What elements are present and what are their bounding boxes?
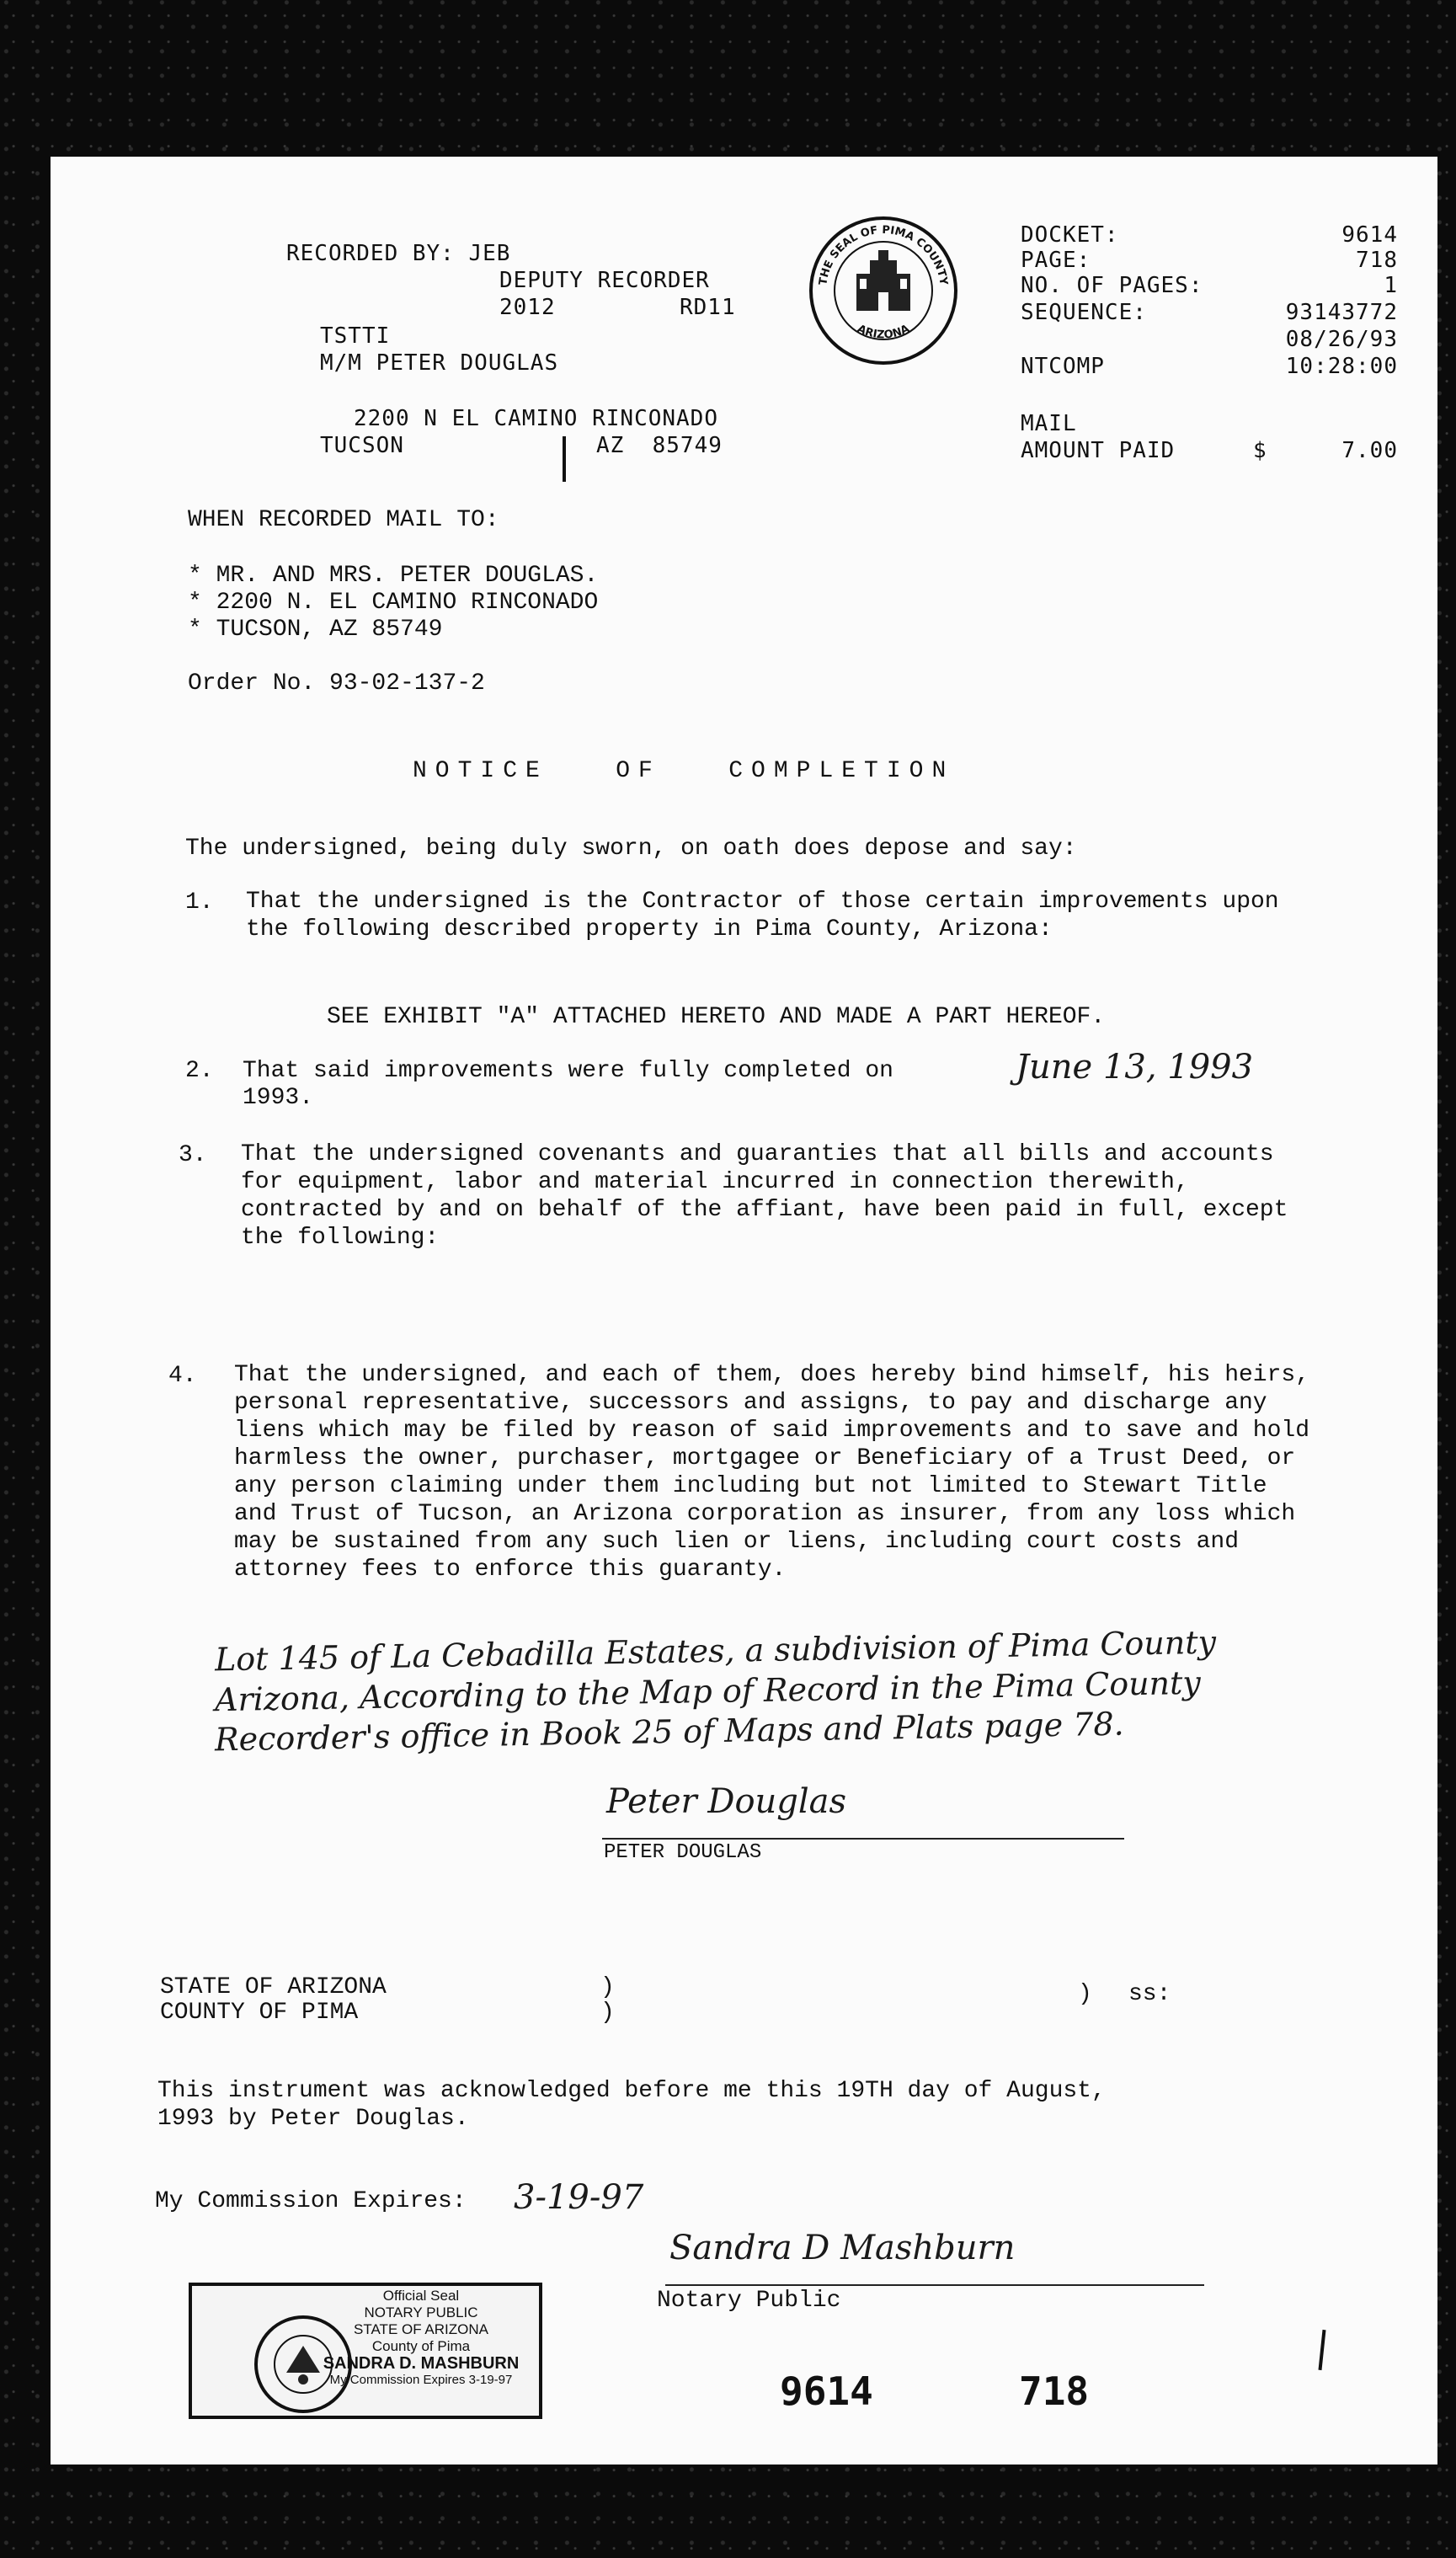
commission-date-handwritten: 3-19-97: [514, 2178, 644, 2217]
margin-mark: [1319, 2330, 1326, 2370]
legal-description-line-1: Lot 145 of La Cebadilla Estates, a subdivision of Pima County: [214, 1623, 1217, 1679]
amount-value: 7.00: [1341, 438, 1398, 463]
deputy-recorder: DEPUTY RECORDER: [499, 268, 710, 293]
mail-to-line-3: * TUCSON, AZ 85749: [188, 617, 443, 643]
completion-date-handwritten: June 13, 1993: [1016, 1048, 1254, 1087]
sequence-label: SEQUENCE:: [1021, 300, 1147, 325]
legal-description-line-2: Arizona, According to the Map of Record in the Pima County: [214, 1664, 1202, 1719]
item-2-number: 2.: [185, 1058, 214, 1084]
document-page: [51, 157, 1437, 2465]
grantee-name: M/M PETER DOUGLAS: [320, 350, 559, 376]
footer-docket: 9614: [780, 2368, 873, 2414]
stamp-name: SANDRA D. MASHBURN: [323, 2354, 520, 2373]
commission-label: My Commission Expires:: [155, 2188, 467, 2214]
item-4-text: That the undersigned, and each of them, does hereby bind himself, his heirs, personal representative, successors and assigns, to pay and discharge any liens which may be filed by reason of said improvements and to save and hold harmless the owner, purchaser, mortgagee or Beneficiary of a Trust Deed, or any person claiming under them including but not limited to Stewart Title and Trust of Tucson, an Arizona corporation as insurer, from any loss which may be sustained from any such lien or liens, including court costs and attorney fees to enforce this guaranty.: [234, 1362, 1310, 1583]
item-1-text: That the undersigned is the Contractor of those certain improvements upon the following described property in Pima County, Arizona:: [246, 889, 1279, 943]
recorder-code: 2012: [499, 295, 556, 320]
svg-text:THE SEAL OF PIMA COUNTY: THE SEAL OF PIMA COUNTY: [816, 223, 950, 286]
notary-stamp-text: [310, 2288, 532, 2389]
venue-paren-2: ): [600, 2000, 615, 2026]
pen-mark: [563, 436, 566, 482]
acknowledgment-text: This instrument was acknowledged before me this 19TH day of August, 1993 by Peter Douglas.: [157, 2078, 1106, 2132]
exhibit-reference: SEE EXHIBIT "A" ATTACHED HERETO AND MADE A PART HEREOF.: [327, 1004, 1106, 1030]
signer-signature: Peter Douglas: [606, 1782, 847, 1821]
grantee-address: 2200 N EL CAMINO RINCONADO: [354, 406, 718, 431]
stamp-title: NOTARY PUBLIC: [364, 2304, 478, 2320]
venue-state: STATE OF ARIZONA: [160, 1974, 387, 2000]
record-time: 10:28:00: [1285, 354, 1398, 379]
stamp-expires: My Commission Expires 3-19-97: [329, 2373, 513, 2387]
signature-line: [602, 1838, 1124, 1840]
item-1-number: 1.: [185, 889, 214, 916]
venue-paren-3: ): [1078, 1981, 1092, 2007]
completion-year: 1993.: [243, 1085, 314, 1111]
grantee-city: TUCSON: [320, 433, 404, 458]
dollar-sign: $: [1253, 438, 1267, 463]
footer-page: 718: [1019, 2368, 1090, 2414]
venue-paren-1: ): [600, 1974, 615, 2000]
notary-public-label: Notary Public: [657, 2288, 841, 2314]
legal-description-line-3: Recorder's office in Book 25 of Maps and Plats page 78.: [214, 1705, 1125, 1759]
svg-text:ARIZONA: ARIZONA: [855, 322, 912, 342]
notary-signature-line: [665, 2284, 1204, 2286]
docket-label: DOCKET:: [1021, 222, 1119, 248]
item-4-number: 4.: [168, 1363, 197, 1389]
recorded-by: RECORDED BY: JEB: [286, 241, 511, 266]
stamp-state: STATE OF ARIZONA: [354, 2321, 488, 2337]
tstti: TSTTI: [320, 323, 391, 349]
page-label: PAGE:: [1021, 248, 1091, 273]
order-number: Order No. 93-02-137-2: [188, 670, 485, 697]
ntcomp-label: NTCOMP: [1021, 354, 1105, 379]
record-date: 08/26/93: [1285, 327, 1398, 352]
pages-value: 1: [1384, 273, 1398, 298]
county-seal: [775, 199, 950, 350]
stamp-official: Official Seal: [382, 2288, 460, 2304]
item-3-text: That the undersigned covenants and guaranties that all bills and accounts for equipment, labor and material incurred in connection therewith, contracted by and on behalf of the affiant, have been paid in full, except the following:: [241, 1141, 1288, 1251]
stamp-county: County of Pima: [371, 2338, 471, 2354]
recorder-code-2: RD11: [680, 295, 736, 320]
pages-label: NO. OF PAGES:: [1021, 273, 1203, 298]
mail-to-heading: WHEN RECORDED MAIL TO:: [188, 507, 499, 533]
mail-label: MAIL: [1021, 411, 1077, 436]
intro-statement: The undersigned, being duly sworn, on oath does depose and say:: [185, 836, 1077, 862]
document-title: NOTICE OF COMPLETION: [413, 758, 955, 784]
item-3-number: 3.: [179, 1142, 207, 1168]
amount-label: AMOUNT PAID: [1021, 438, 1176, 463]
item-2-text: That said improvements were fully completed on: [243, 1058, 893, 1084]
mail-to-line-1: * MR. AND MRS. PETER DOUGLAS.: [188, 563, 599, 589]
signer-printed-name: PETER DOUGLAS: [604, 1841, 762, 1864]
notary-seal-icon: [204, 2298, 305, 2399]
page-value: 718: [1356, 248, 1398, 273]
docket-value: 9614: [1341, 222, 1398, 248]
grantee-state-zip: AZ 85749: [596, 433, 723, 458]
venue-ss: ss:: [1128, 1981, 1171, 2007]
sequence-value: 93143772: [1285, 300, 1398, 325]
notary-stamp: [189, 2283, 542, 2419]
venue-county: COUNTY OF PIMA: [160, 2000, 359, 2026]
mail-to-line-2: * 2200 N. EL CAMINO RINCONADO: [188, 590, 599, 616]
notary-signature: Sandra D Mashburn: [669, 2229, 1016, 2267]
